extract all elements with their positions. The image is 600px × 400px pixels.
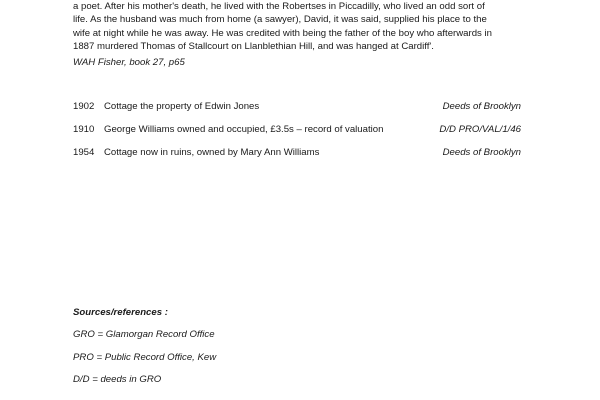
- record-year: 1902: [73, 101, 95, 112]
- record-description: Cottage now in ruins, owned by Mary Ann Williams: [104, 147, 320, 158]
- record-year: 1954: [73, 147, 95, 158]
- source-reference: GRO = Glamorgan Record Office: [73, 329, 215, 340]
- paragraph-line: life. As the husband was much from home (a sawyer), David, it was said, supplied his place to the: [73, 14, 487, 26]
- records-list: [73, 101, 521, 170]
- paragraph-line: 1887 murdered Thomas of Stallcourt on Llanblethian Hill, and was hanged at Cardiff'.: [73, 41, 434, 53]
- record-description: George Williams owned and occupied, £3.5s – record of valuation: [104, 124, 384, 135]
- source-reference: D/D = deeds in GRO: [73, 374, 162, 385]
- record-row: [73, 101, 521, 124]
- record-row: [73, 147, 521, 170]
- body-paragraph: [73, 0, 543, 54]
- source-reference: PRO = Public Record Office, Kew: [73, 351, 217, 363]
- record-description: Cottage the property of Edwin Jones: [104, 101, 260, 112]
- citation: WAH Fisher, book 27, p65: [73, 57, 185, 68]
- record-year: 1910: [73, 124, 95, 135]
- paragraph-line: wife at night while he was away. He was credited with being the father of the boy who afterwards in: [73, 27, 492, 39]
- record-source: Deeds of Brooklyn: [442, 101, 521, 112]
- record-source: Deeds of Brooklyn: [442, 147, 521, 158]
- record-row: [73, 124, 521, 147]
- record-source: D/D PRO/VAL/1/46: [439, 124, 521, 135]
- paragraph-line: a poet. After his mother's death, he lived with the Robertses in Piccadilly, who lived an odd sort of: [73, 1, 485, 12]
- sources-section: [73, 307, 216, 397]
- sources-heading: Sources/references :: [73, 307, 168, 318]
